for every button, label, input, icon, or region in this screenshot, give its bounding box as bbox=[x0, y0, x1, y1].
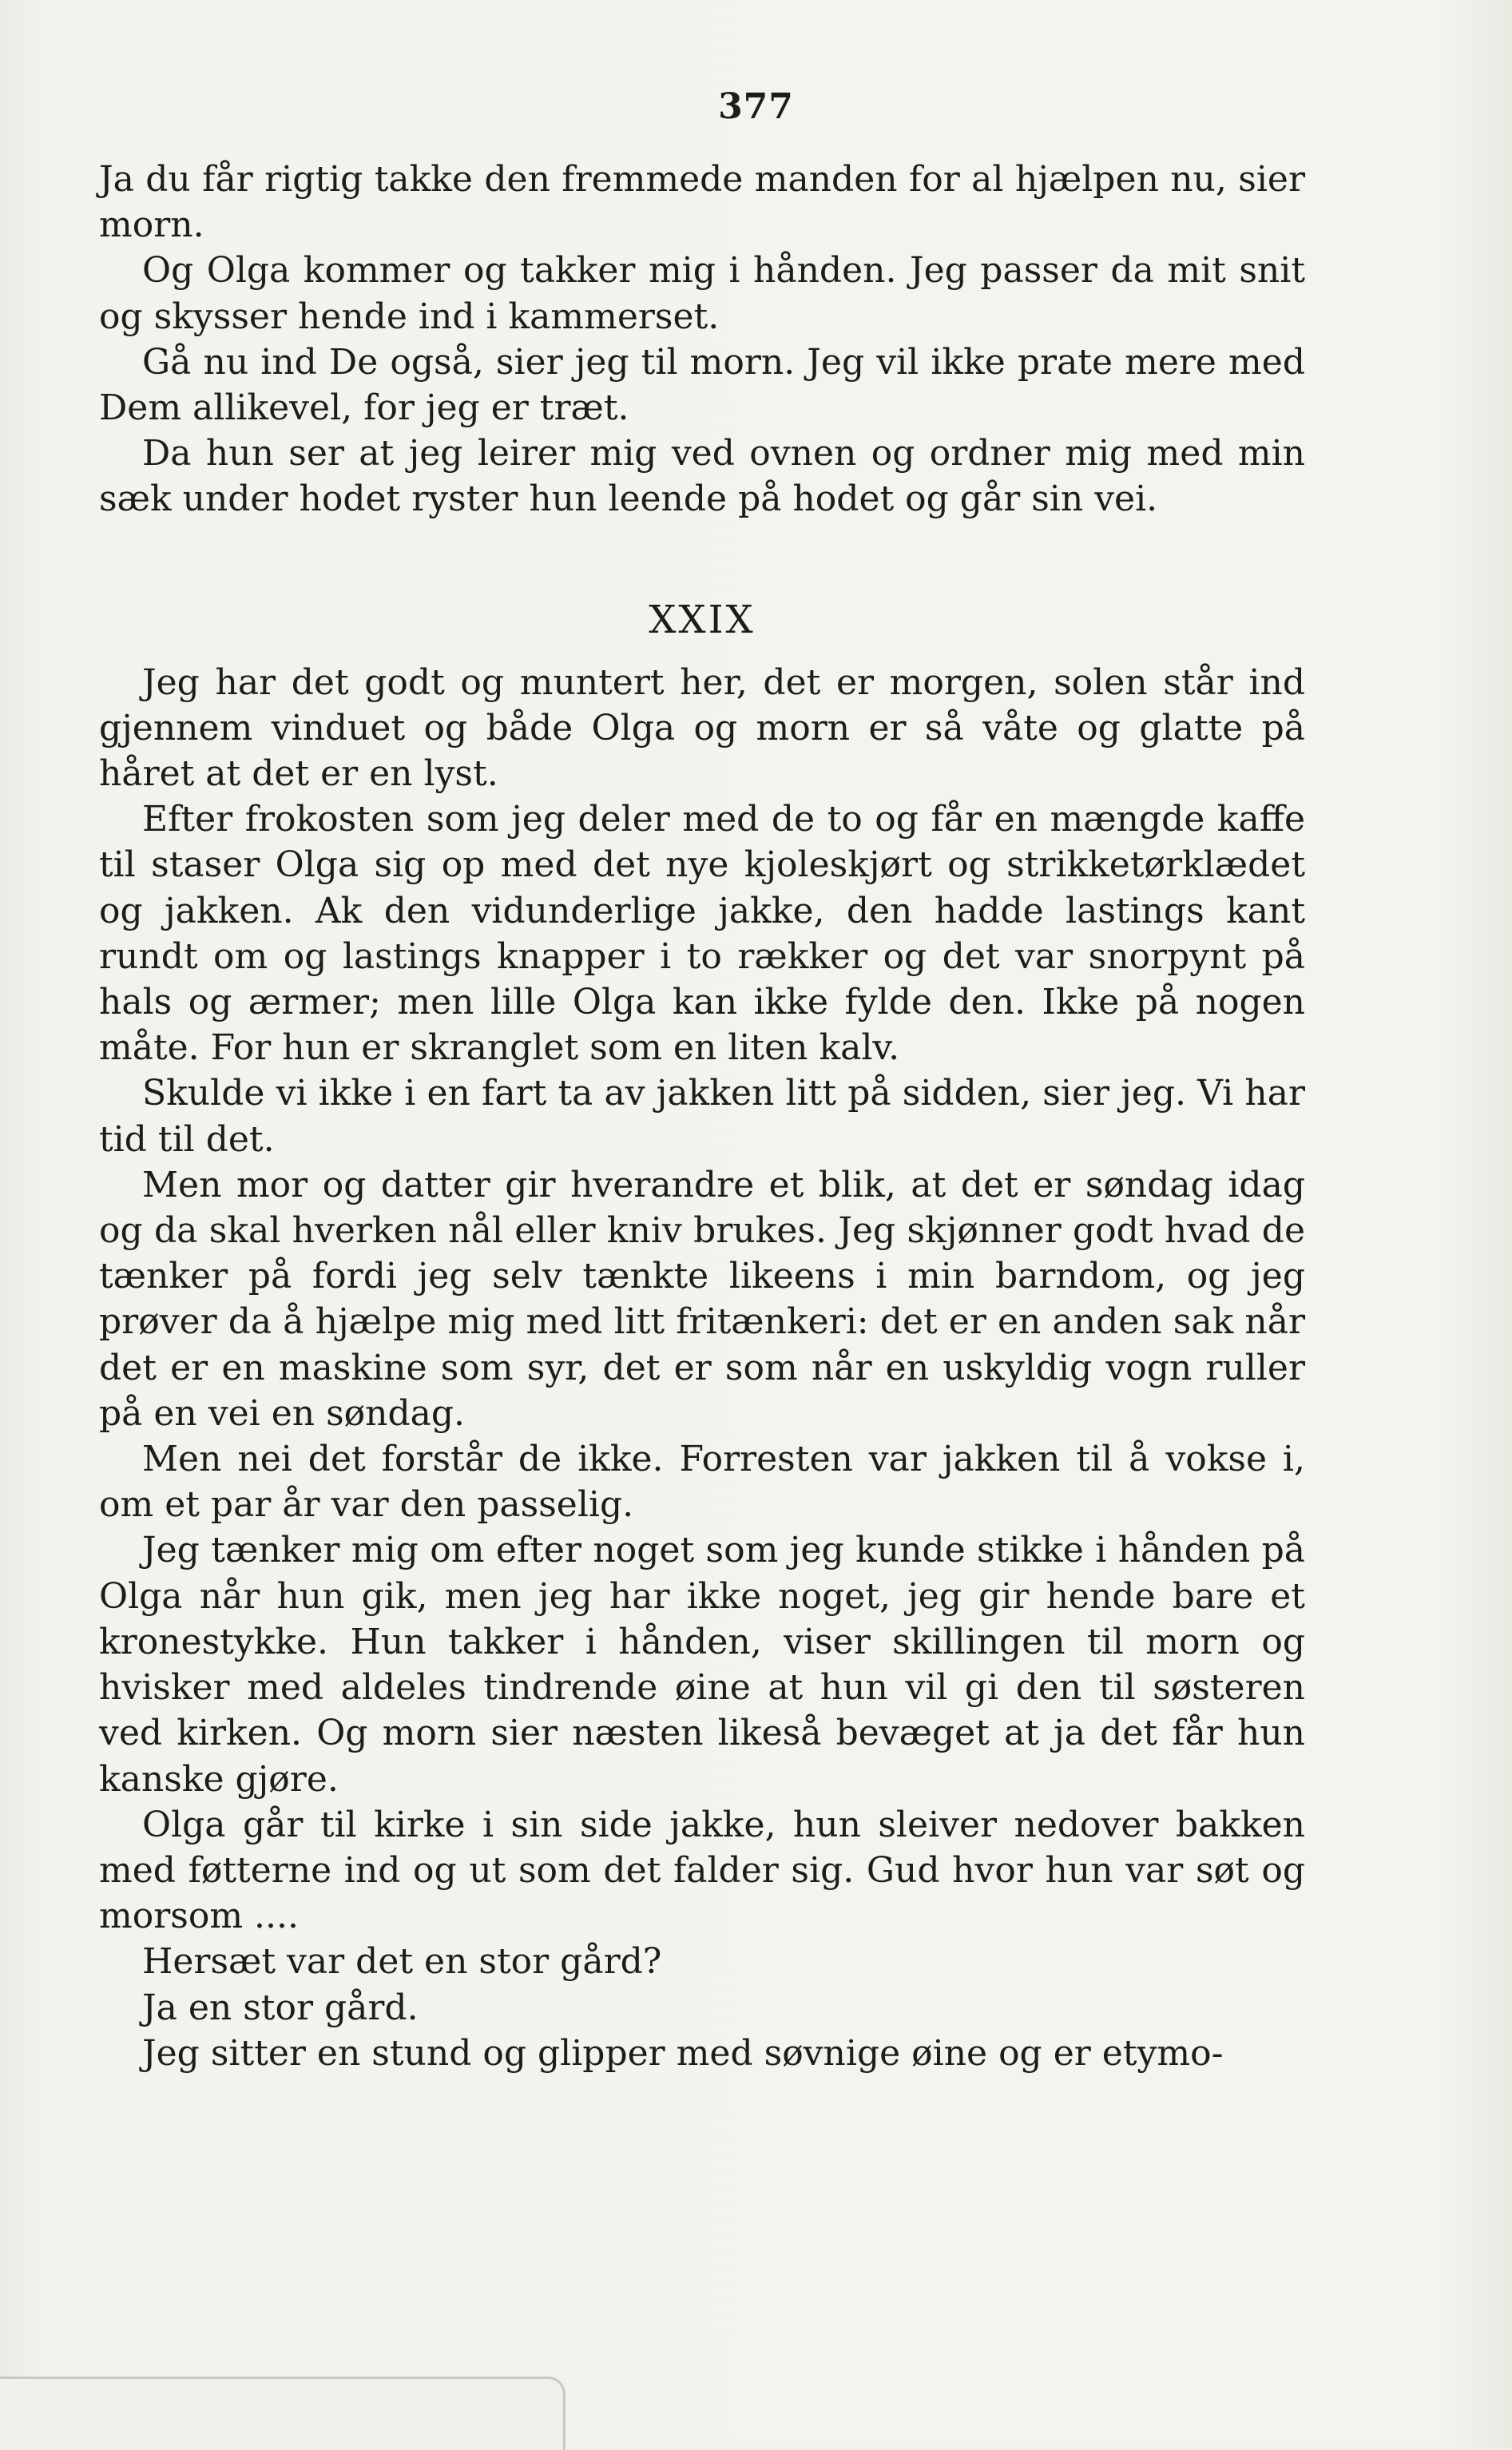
paragraph: Jeg har det godt og muntert her, det er morgen, solen står ind gjennem vinduet og både Olga og morn er så våte og glatte på håret at det er en lyst. bbox=[99, 661, 1305, 795]
paragraph: Ja du får rigtig takke den fremmede manden for al hjælpen nu, sier morn. bbox=[99, 159, 1305, 246]
paragraph: Jeg tænker mig om efter noget som jeg kunde stikke i hånden på Olga når hun gik, men jeg har ikke noget, jeg gir hende bare et kronestykke. Hun takker i hånden, viser skillingen til morn og hvisker med aldeles tindrende øine at hun vil gi den til søsteren ved kirken. Og morn sier næsten likeså bevæget at ja det får hun kanske gjøre. bbox=[99, 1530, 1305, 1800]
paragraph: Hersæt var det en stor gård? bbox=[142, 1941, 662, 1983]
paragraph: Da hun ser at jeg leirer mig ved ovnen og ordner mig med min sæk under hodet ryster hun leende på hodet og går sin vei. bbox=[99, 433, 1305, 520]
text-column bbox=[99, 157, 1305, 2076]
paragraph: Gå nu ind De også, sier jeg til morn. Jeg vil ikke prate mere med Dem allikevel, for jeg er træt. bbox=[99, 341, 1305, 429]
paragraph: Og Olga kommer og takker mig i hånden. Jeg passer da mit snit og skysser hende ind i kammerset. bbox=[99, 250, 1305, 337]
chapter-heading: XXIX bbox=[649, 597, 756, 642]
paragraph: Men mor og datter gir hverandre et blik, at det er søndag idag og da skal hverken nål eller kniv brukes. Jeg skjønner godt hvad de tænker på fordi jeg selv tænkte likeens i min barndom, og jeg prøver da å hjælpe mig med litt fritænkeri: det er en anden sak når det er en maskine som syr, det er som når en uskyldig vogn ruller på en vei en søndag. bbox=[99, 1164, 1305, 1434]
page-number: 377 bbox=[718, 86, 794, 127]
paragraph: Efter frokosten som jeg deler med de to og får en mængde kaffe til staser Olga sig op med det nye kjoleskjørt og strikketørklædet og jakken. Ak den vidunderlige jakke, den hadde lastings kant rundt om og lastings knapper i to rækker og det var snorpynt på hals og ærmer; men lille Olga kan ikke fylde den. Ikke på nogen måte. For hun er skranglet som en liten kalv. bbox=[99, 799, 1305, 1069]
paragraph: Olga går til kirke i sin side jakke, hun sleiver nedover bakken med føtterne ind og ut som det falder sig. Gud hvor hun var søt og morsom .... bbox=[99, 1804, 1305, 1937]
paragraph: Skulde vi ikke i en fart ta av jakken litt på sidden, sier jeg. Vi har tid til det. bbox=[99, 1073, 1305, 1160]
paragraph: Jeg sitter en stund og glipper med søvnige øine og er etymo- bbox=[142, 2032, 1224, 2074]
paragraph: Ja en stor gård. bbox=[142, 1987, 419, 2028]
paragraph: Men nei det forstår de ikke. Forresten var jakken til å vokse i, om et par år var den passelig. bbox=[99, 1439, 1305, 1526]
scan-tab-edge bbox=[0, 2377, 566, 2450]
